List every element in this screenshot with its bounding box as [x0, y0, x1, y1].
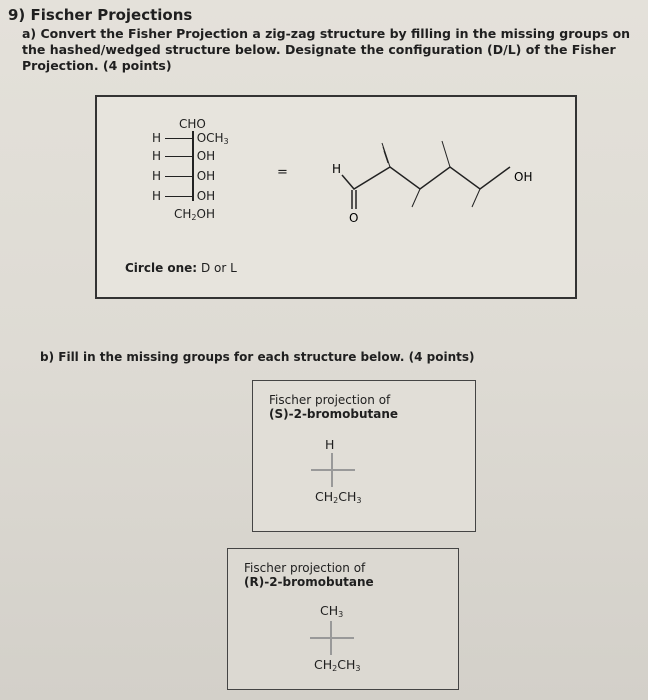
fischer-row-1: H $OCH_3$ — [152, 131, 229, 146]
d-or-l-options[interactable]: D or L — [200, 261, 237, 275]
hash-bond-1 — [382, 143, 390, 167]
box1-horizontal-line[interactable] — [311, 469, 355, 471]
hash-bond-4 — [472, 189, 480, 207]
zigzag-svg — [312, 127, 552, 227]
part-a-instructions: a) Convert the Fisher Projection a zig-zag structure by filling in the missing groups on the hashed/wedged structure below. Designate the configuration (D/L) of the Fisher Projection. (4 points) — [22, 26, 631, 73]
hash-bond-3 — [442, 141, 450, 167]
fischer-row-4: H OH — [152, 189, 216, 203]
fischer-row-2: H OH — [152, 149, 216, 163]
fischer-bottom-group: $CH_2OH$ — [174, 207, 215, 222]
s-bromobutane-box — [252, 380, 476, 532]
zigzag-structure — [312, 127, 552, 231]
fischer-row-3: H OH — [152, 169, 216, 183]
fischer-top-group: CHO — [179, 117, 206, 131]
box1-title-line1: Fischer projection of — [269, 393, 391, 407]
box2-bottom-group: $CH_2CH_3$ — [314, 657, 361, 673]
box1-top-group: H — [325, 437, 335, 452]
box1-title-line2: (S)-2-bromobutane — [269, 407, 399, 421]
box2-title-line2: (R)-2-bromobutane — [244, 575, 374, 589]
aldehyde-h-label: H — [332, 162, 342, 176]
terminal-oh-label: OH — [514, 170, 533, 184]
question-heading: 9) Fischer Projections — [8, 6, 193, 24]
box2-top-group: $CH_3$ — [320, 603, 344, 619]
hash-bond-2 — [412, 189, 420, 207]
part-b-instructions: b) Fill in the missing groups for each structure below. (4 points) — [40, 350, 475, 364]
r-bromobutane-box — [227, 548, 459, 690]
box2-horizontal-line[interactable] — [310, 637, 354, 639]
equals-sign: = — [277, 165, 288, 180]
circle-one-line — [125, 261, 237, 275]
circle-one-label: Circle one: — [125, 261, 198, 275]
carbonyl-o-label: O — [349, 211, 359, 225]
box1-bottom-group: $CH_2CH_3$ — [315, 489, 362, 505]
box2-title-line1: Fischer projection of — [244, 561, 366, 575]
zigzag-chain — [342, 167, 510, 189]
part-a-box — [95, 95, 577, 299]
